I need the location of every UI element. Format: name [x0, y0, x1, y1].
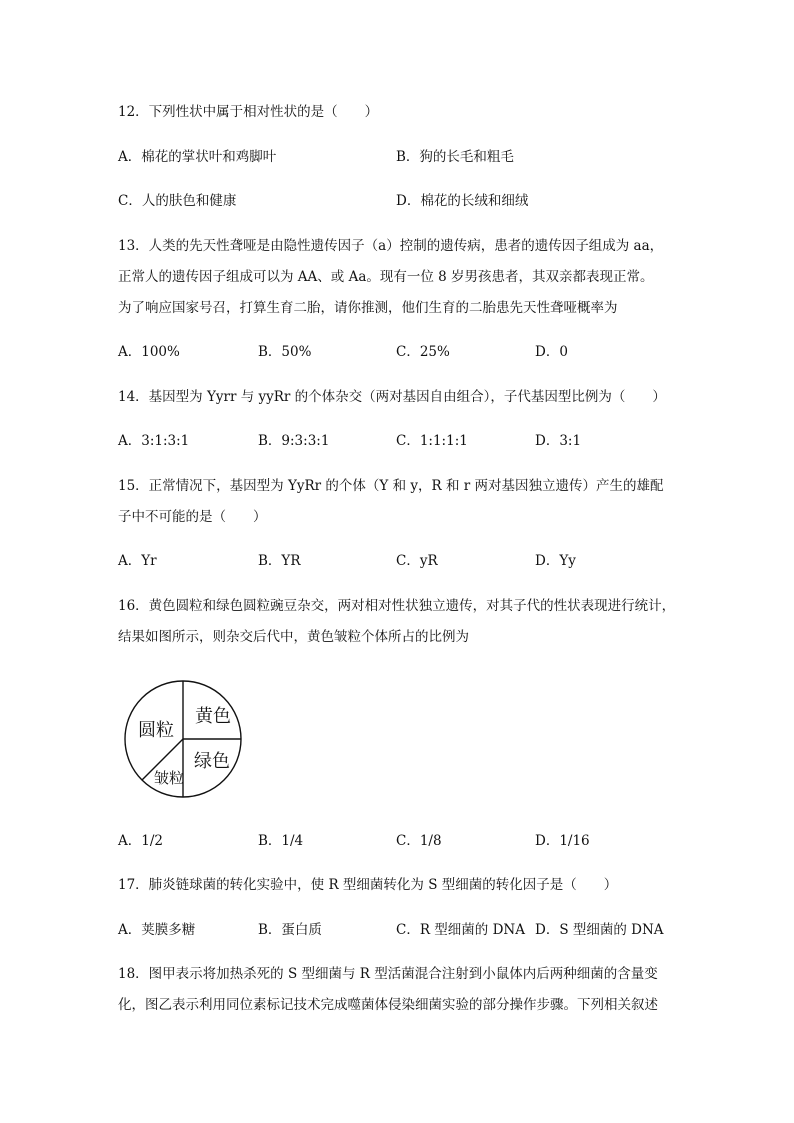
- q12-option-b: B．狗的长毛和粗毛: [396, 149, 514, 165]
- question-18-stem-line-2: 化，图乙表示利用同位素标记技术完成噬菌体侵染细菌实验的部分操作步骤。下列相关叙述: [118, 997, 658, 1013]
- question-13-stem-line-2: 正常人的遗传因子组成可以为 AA、或 Aa。现有一位 8 岁男孩患者，其双亲都表现正常。: [118, 269, 654, 285]
- q16-option-b: B．1/4: [258, 833, 304, 849]
- q17-option-d: D．S 型细菌的 DNA: [535, 922, 664, 938]
- question-15-stem-line-2: 子中不可能的是（ ）: [118, 509, 267, 525]
- q16-option-c: C．1/8: [396, 833, 442, 849]
- question-13-stem-line-3: 为了响应国家号召，打算生育二胎，请你推测，他们生育的二胎患先天性聋哑概率为: [118, 300, 618, 316]
- q17-option-b: B．蛋白质: [258, 922, 322, 938]
- q14-option-a: A．3:1:3:1: [118, 433, 190, 449]
- q15-option-b: B．YR: [258, 553, 301, 569]
- question-16-stem-line-2: 结果如图所示，则杂交后代中，黄色皱粒个体所占的比例为: [118, 629, 469, 645]
- q14-option-c: C．1:1:1:1: [396, 433, 468, 449]
- q12-option-d: D．棉花的长绒和细绒: [396, 193, 529, 209]
- q15-option-a: A．Yr: [118, 553, 157, 569]
- question-16-stem-line-1: 16．黄色圆粒和绿色圆粒豌豆杂交，两对相对性状独立遗传，对其子代的性状表现进行统计，: [118, 598, 676, 614]
- question-18-stem-line-1: 18．图甲表示将加热杀死的 S 型细菌与 R 型活菌混合注射到小鼠体内后两种细菌的含量变: [118, 966, 658, 982]
- q13-option-c: C．25%: [396, 344, 450, 360]
- pie-label-yellow: 黄色: [195, 706, 231, 727]
- q13-option-a: A．100%: [118, 344, 180, 360]
- question-17-stem: 17．肺炎链球菌的转化实验中，使 R 型细菌转化为 S 型细菌的转化因子是（ ）: [118, 877, 618, 893]
- pie-label-round: 圆粒: [138, 720, 174, 741]
- pie-label-green: 绿色: [194, 751, 230, 772]
- q15-option-c: C．yR: [396, 553, 438, 569]
- pie-chart-figure: [122, 680, 246, 800]
- q12-option-c: C．人的肤色和健康: [118, 193, 237, 209]
- q12-option-a: A．棉花的掌状叶和鸡脚叶: [118, 149, 277, 165]
- pie-label-wrinkled: 皱粒: [153, 769, 185, 787]
- q13-option-b: B．50%: [258, 344, 312, 360]
- question-12-stem: 12．下列性状中属于相对性状的是（ ）: [118, 104, 379, 120]
- q17-option-c: C．R 型细菌的 DNA: [396, 922, 525, 938]
- q15-option-d: D．Yy: [535, 553, 576, 569]
- q17-option-a: A．荚膜多糖: [118, 922, 196, 938]
- q14-option-d: D．3:1: [535, 433, 582, 449]
- q13-option-d: D．0: [535, 344, 568, 360]
- q16-option-d: D．1/16: [535, 833, 590, 849]
- question-13-stem-line-1: 13．人类的先天性聋哑是由隐性遗传因子（a）控制的遗传病，患者的遗传因子组成为 aa，: [118, 238, 664, 254]
- q16-option-a: A．1/2: [118, 833, 163, 849]
- question-14-stem: 14．基因型为 Yyrr 与 yyRr 的个体杂交（两对基因自由组合），子代基因型比例为（ ）: [118, 389, 666, 405]
- q14-option-b: B．9:3:3:1: [258, 433, 330, 449]
- question-15-stem-line-1: 15．正常情况下，基因型为 YyRr 的个体（Y 和 y，R 和 r 两对基因独立遗传）产生的雄配: [118, 478, 664, 494]
